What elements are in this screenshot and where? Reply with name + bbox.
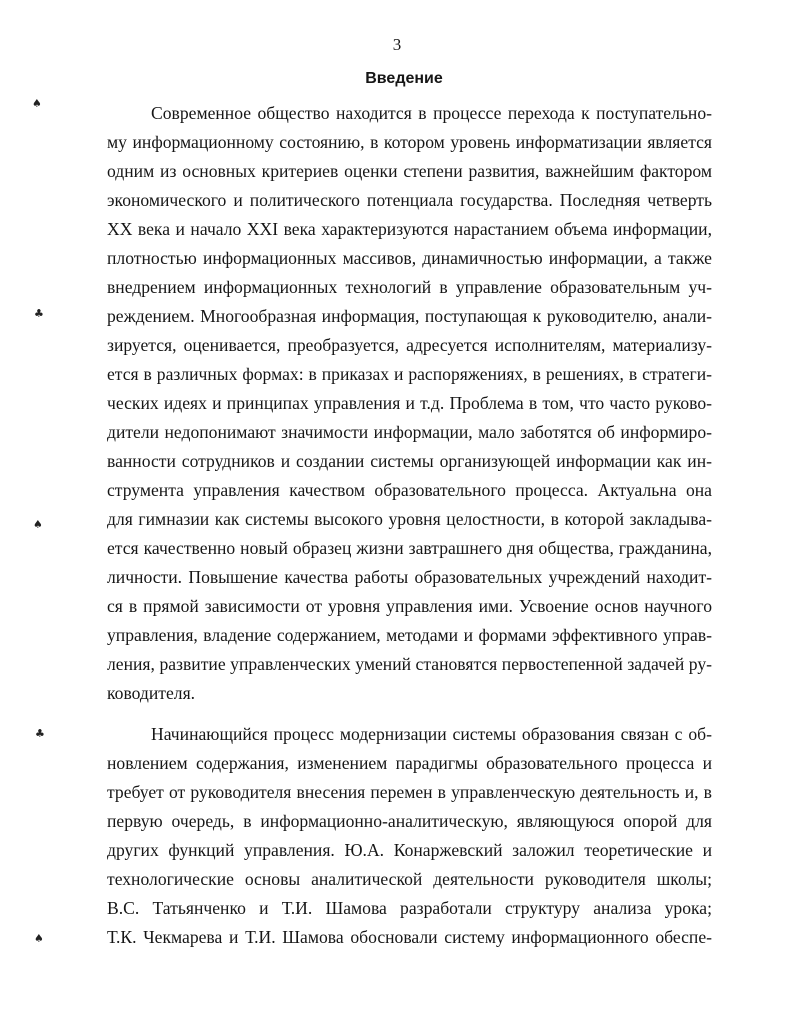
text-line: плотностью информационных массивов, динамичностью информации, а также [107,248,712,268]
text-line: струмента управления качеством образовательного процесса. Актуальна она [107,480,712,500]
text-line: В.С. Татьянченко и Т.И. Шамова разработали структуру анализа урока; [107,898,712,918]
text-line: ления, развитие управленческих умений становятся первостепенной задачей ру- [107,654,712,674]
text-line: ванности сотрудников и создании системы организующей информации как ин- [107,451,712,471]
section-heading: Введение [365,70,443,87]
text-line: ся в прямой зависимости от уровня управления ими. Усвоение основ научного [107,596,712,616]
paragraph-modernization [107,720,712,952]
text-line: ководителя. [107,683,196,703]
page-number: 3 [392,35,402,54]
binding-mark: ♠ [34,932,44,945]
text-line: для гимназии как системы высокого уровня целостности, в которой закладыва- [107,509,712,529]
text-line: Т.К. Чекмарева и Т.И. Шамова обосновали систему информационного обеспе- [107,927,712,947]
binding-mark: ♠ [32,97,42,110]
text-line: ческих идеях и принципах управления и т.д. Проблема в том, что часто руково- [107,393,712,413]
text-line: экономического и политического потенциала государства. Последняя четверть [107,190,712,210]
text-line: Современное общество находится в процессе перехода к поступательно- [151,103,712,123]
text-line: одним из основных критериев оценки степени развития, важнейшим фактором [107,161,712,181]
text-line: других функций управления. Ю.А. Конаржевский заложил теоретические и [107,840,712,860]
text-line: ется качественно новый образец жизни завтрашнего дня общества, гражданина, [107,538,712,558]
text-line: внедрением информационных технологий в управление образовательным уч- [107,277,712,297]
text-line: дители недопонимают значимости информации, мало заботятся об информиро- [107,422,712,442]
text-line: XX века и начало XXI века характеризуются нарастанием объема информации, [107,219,712,239]
text-line: ется в различных формах: в приказах и распоряжениях, в решениях, в стратеги- [107,364,712,384]
text-line: личности. Повышение качества работы образовательных учреждений находит- [107,567,712,587]
text-line: новлением содержания, изменением парадигмы образовательного процесса и [107,753,712,773]
text-line: Начинающийся процесс модернизации системы образования связан с об- [151,724,712,744]
text-line: зируется, оценивается, преобразуется, адресуется исполнителям, материализу- [107,335,712,355]
binding-mark: ♣ [34,307,44,320]
text-line: требует от руководителя внесения перемен в управленческую деятельность и, в [107,782,712,802]
text-line: первую очередь, в информационно-аналитическую, являющуюся опорой для [107,811,712,831]
text-line: реждением. Многообразная информация, поступающая к руководителю, анали- [107,306,712,326]
text-line: му информационному состоянию, в котором уровень информатизации является [107,132,712,152]
binding-mark: ♣ [35,727,45,740]
text-line: технологические основы аналитической деятельности руководителя школы; [107,869,712,889]
binding-mark: ♠ [33,518,43,531]
paragraph-introduction [107,99,712,708]
text-line: управления, владение содержанием, методами и формами эффективного управ- [107,625,712,645]
